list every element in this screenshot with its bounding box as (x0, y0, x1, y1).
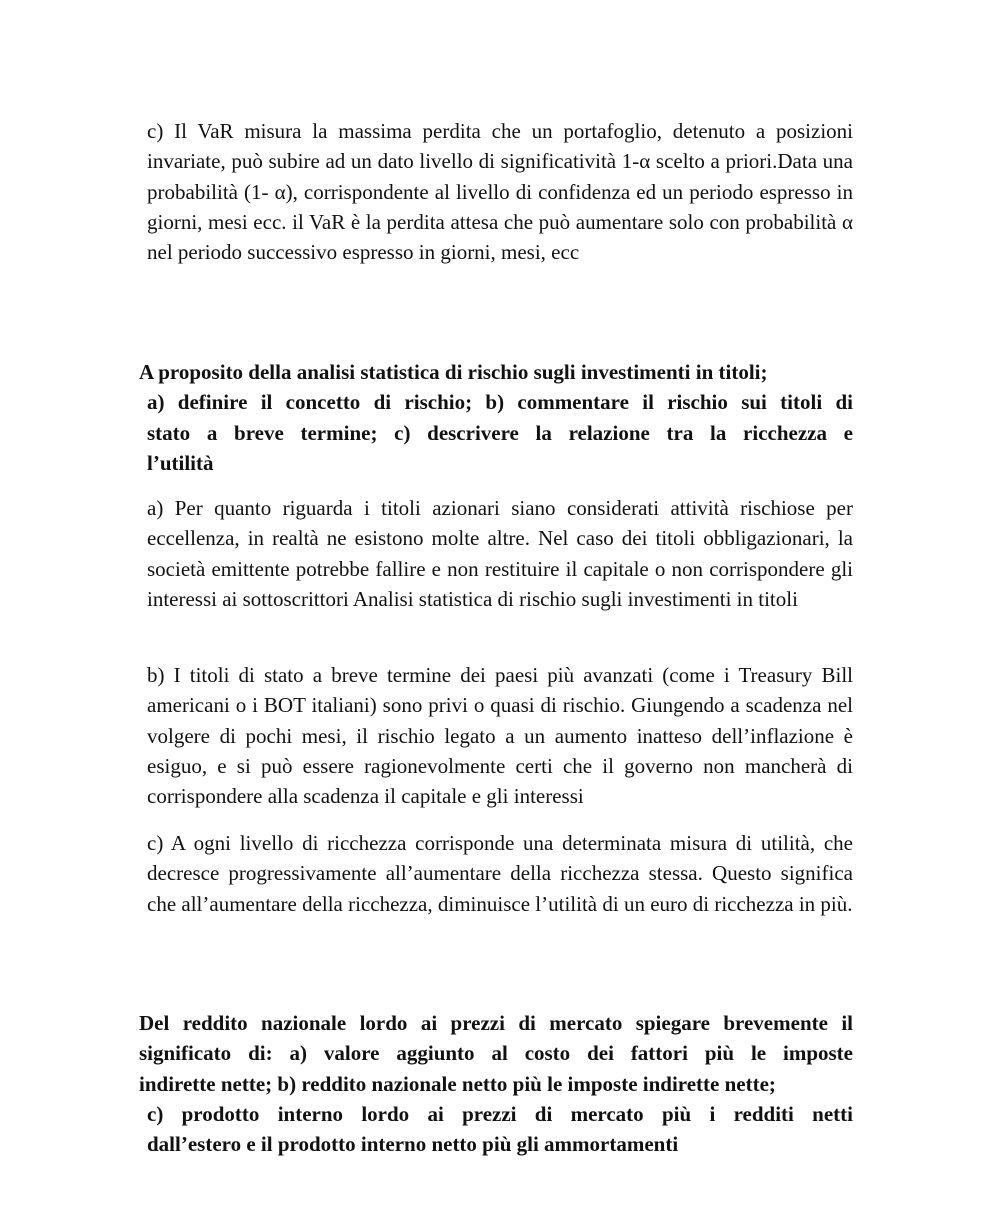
question-line: dall’estero e il prodotto interno netto più gli ammortamenti (147, 1132, 679, 1157)
question-line: stato a breve termine; c) descrivere la relazione tra la ricchezza e (147, 420, 853, 445)
question-line: a) definire il concetto di rischio; b) commentare il rischio sui titoli di (147, 390, 853, 415)
question-national-income (139, 1008, 853, 1159)
question-line: Del reddito nazionale lordo ai prezzi di mercato spiegare brevemente il (139, 1011, 853, 1035)
question-line: indirette nette; b) reddito nazionale netto più le imposte indirette nette; (139, 1071, 776, 1096)
question-risk-analysis (139, 357, 853, 478)
paragraph-var-definition: c) Il VaR misura la massima perdita che un portafoglio, detenuto a posizioni invariate, può subire ad un dato livello di significatività 1-α scelto a priori.Data una probabilità (1- α), corrispondente al livello di confidenza ed un periodo espresso in giorni, mesi ecc. il VaR è la perdita attesa che può aumentare solo con probabilità α nel periodo successivo espresso in giorni, mesi, ecc (147, 119, 853, 265)
question-line: A proposito della analisi statistica di rischio sugli investimenti in titoli; (139, 360, 768, 384)
question-line: l’utilità (147, 450, 214, 475)
question-line: c) prodotto interno lordo ai prezzi di mercato più i redditi netti (147, 1101, 853, 1126)
question-line: significato di: a) valore aggiunto al costo dei fattori più le imposte (139, 1041, 853, 1066)
answer-b-short-term-bonds: b) I titoli di stato a breve termine dei paesi più avanzati (come i Treasury Bill americani o i BOT italiani) sono privi o quasi di rischio. Giungendo a scadenza nel volgere di pochi mesi, il rischio legato a un aumento inatteso dell’inflazione è esiguo, e si può essere ragionevolmente certi che il governo non mancherà di corrispondere alla scadenza il capitale e gli interessi (147, 663, 853, 809)
answer-a-risk-concept: a) Per quanto riguarda i titoli azionari siano considerati attività rischiose per eccellenza, in realtà ne esistono molte altre. Nel caso dei titoli obbligazionari, la società emittente potrebbe fallire e non restituire il capitale o non corrispondere gli interessi ai sottoscrittori Analisi statistica di rischio sugli investimenti in titoli (147, 496, 853, 611)
answer-c-wealth-utility: c) A ogni livello di ricchezza corrisponde una determinata misura di utilità, che decresce progressivamente all’aumentare della ricchezza stessa. Questo significa che all’aumentare della ricchezza, diminuisce l’utilità di un euro di ricchezza in più. (147, 831, 853, 916)
